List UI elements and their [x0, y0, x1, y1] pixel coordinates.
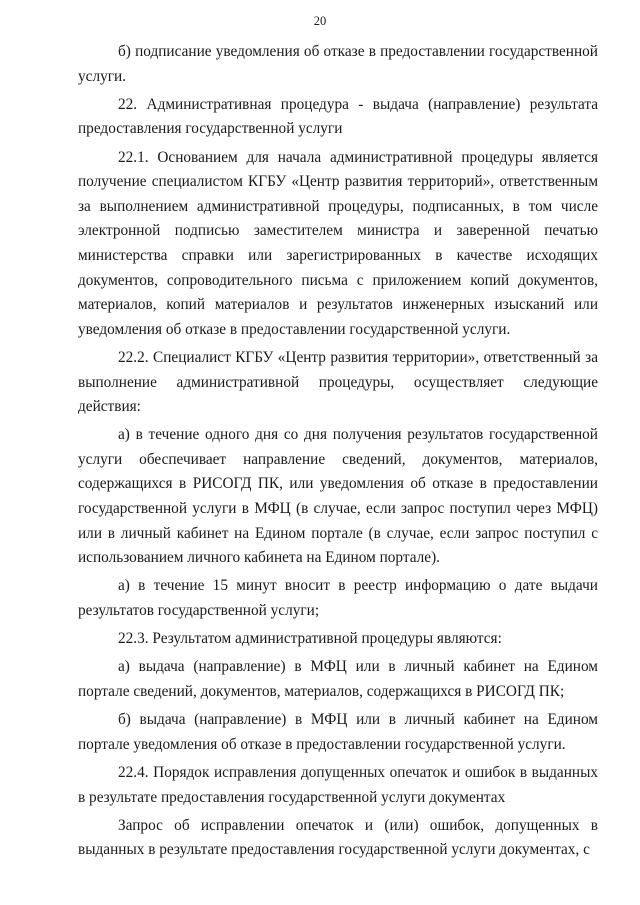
paragraph-22-2-a-second: а) в течение 15 минут вносит в реестр информацию о дате выдачи результатов государственной услуги; [78, 577, 598, 620]
document-body [78, 40, 598, 867]
paragraph-1b-signing: б) подписание уведомления об отказе в предоставлении государственной услуги. [78, 43, 598, 85]
page-number: 20 [313, 14, 327, 28]
paragraph-22-3: 22.3. Результатом административной процедуры являются: [118, 630, 502, 648]
paragraph-22-heading: 22. Административная процедура - выдача (направление) результата предоставления государственной услуги [78, 95, 598, 138]
paragraph-22-1: 22.1. Основанием для начала административной процедуры является получение специалистом КГБУ «Центр развития территорий», ответственным за выполнением административной процедуры, подписанных, в том числе электронной подписью заместителем министра и заверенной печатью министерства справки или зарегистрированных в качестве исходящих документов, сопроводительного письма с приложением копий документов, материалов, копий материалов и результатов инженерных изысканий или уведомления об отказе в предоставлении государственной услуги. [78, 148, 598, 338]
paragraph-22-3-a: а) выдача (направление) в МФЦ или в личный кабинет на Едином портале сведений, документов, материалов, содержащихся в РИСОГД ПК; [78, 658, 598, 700]
paragraph-22-2: 22.2. Специалист КГБУ «Центр развития территории», ответственный за выполнение административной процедуры, осуществляет следующие действия: [78, 348, 598, 416]
paragraph-22-4: 22.4. Порядок исправления допущенных опечаток и ошибок в выданных в результате предоставления государственной услуги документах [78, 763, 598, 806]
paragraph-22-3-b: б) выдача (направление) в МФЦ или в личный кабинет на Едином портале уведомления об отказе в предоставлении государственной услуги. [78, 711, 598, 753]
paragraph-22-2-a-first: а) в течение одного дня со дня получения результатов государственной услуги обеспечивает направление сведений, документов, материалов, содержащихся в РИСОГД ПК, или уведомления об отказе в предоставлении государственной услуги в МФЦ (в случае, если запрос поступил через МФЦ) или в личный кабинет на Едином портале (в случае, если запрос поступил с использованием личного кабинета на Едином портале). [78, 426, 598, 567]
paragraph-correction-request: Запрос об исправлении опечаток и (или) ошибок, допущенных в выданных в результате предоставления государственной услуги документах, с [78, 816, 598, 859]
